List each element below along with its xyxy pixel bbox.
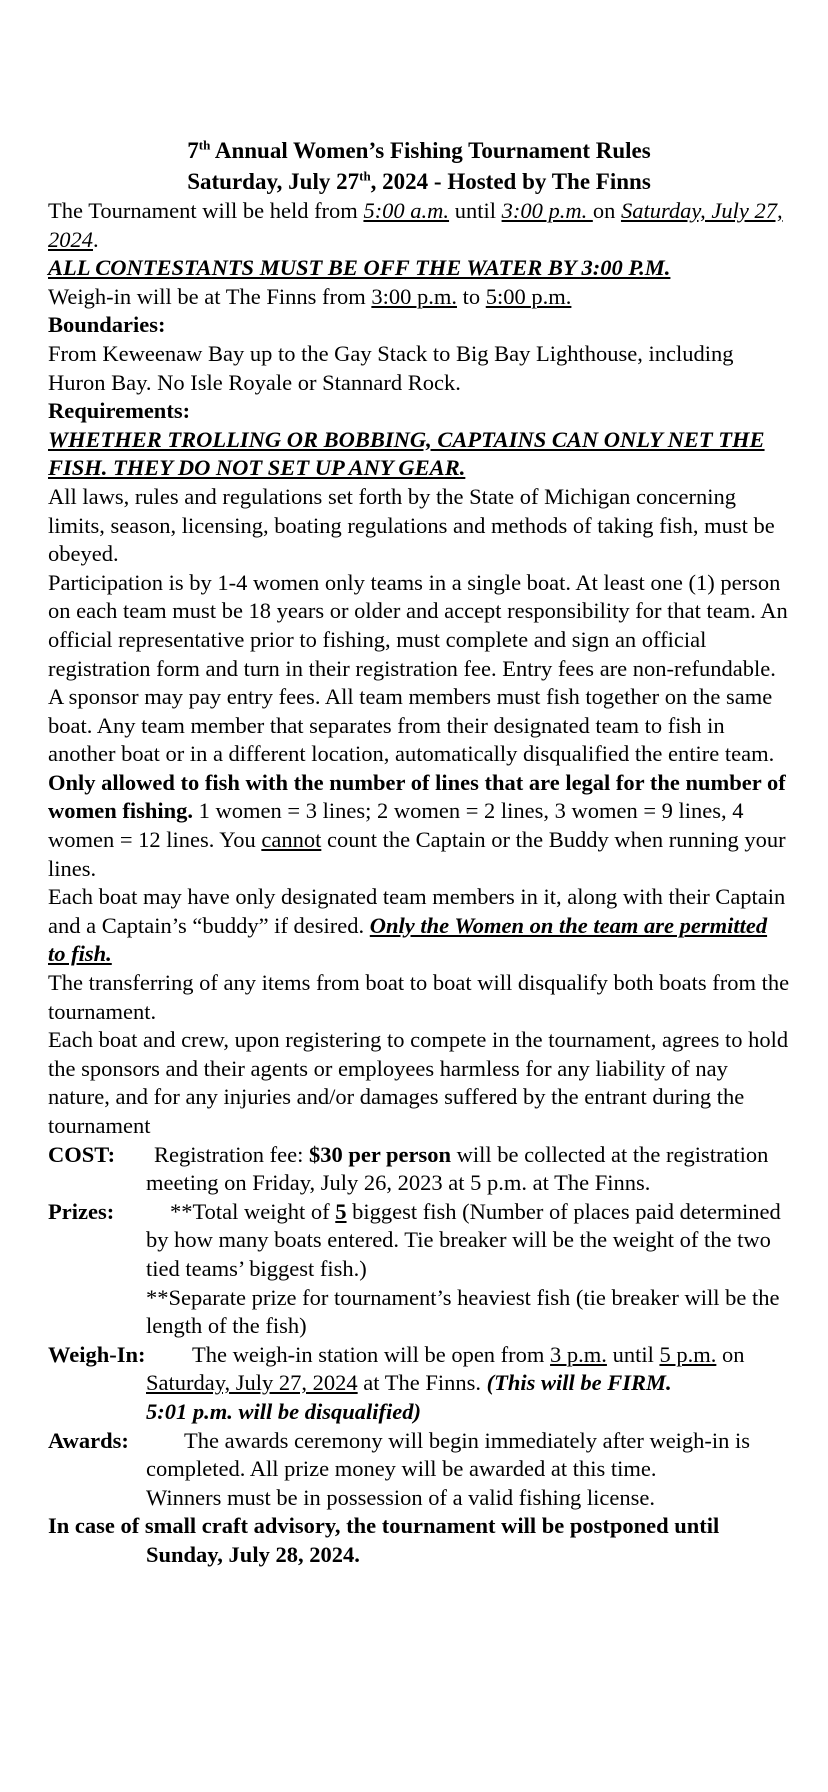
boundaries-heading: Boundaries: [48,312,166,338]
cost-label: COST: [48,1141,116,1167]
cost-section: COST: Registration fee: $30 per person will be collected at the registration meeting on Friday, July 26, 2023 at 5 p.m. at The Finns. [48,1141,769,1196]
awards-label: Awards: [48,1427,129,1453]
weigh-in-disqualified: 5:01 p.m. will be disqualified) [146,1398,421,1424]
title-line-1: 7th Annual Women’s Fishing Tournament Rules [187,137,651,163]
prizes-section: Prizes: **Total weight of 5 biggest fish (Number of places paid determined by how many boats entered. Tie breaker will be the weight of the two tied teams’ biggest fish.) [48,1198,781,1281]
title-line-2: Saturday, July 27th, 2024 - Hosted by The Finns [187,168,651,194]
advisory-line-1: In case of small craft advisory, the tournament will be postponed until [48,1513,720,1539]
awards-section: Awards: The awards ceremony will begin immediately after weigh-in is completed. All prize money will be awarded at this time. [48,1427,751,1482]
document-body [48,135,790,1570]
off-water-warning: ALL CONTESTANTS MUST BE OFF THE WATER BY 3:00 P.M. [48,255,671,281]
advisory-line-2: Sunday, July 28, 2024. [146,1541,360,1567]
weigh-in-label: Weigh-In: [48,1341,146,1367]
requirements-heading: Requirements: [48,398,191,424]
document-title [48,135,790,197]
awards-license: Winners must be in possession of a valid fishing license. [146,1484,656,1510]
weigh-in-line: Weigh-in will be at The Finns from 3:00 p.m. to 5:00 p.m. [48,283,572,309]
transfer-paragraph: The transferring of any items from boat to boat will disqualify both boats from the tournament. [48,970,790,1024]
prizes-label: Prizes: [48,1198,115,1224]
boundaries-text: From Keweenaw Bay up to the Gay Stack to Big Bay Lighthouse, including Huron Bay. No Isle Royale or Stannard Rock. [48,340,734,395]
prizes-separate: **Separate prize for tournament’s heaviest fish (tie breaker will be the length of the fish) [146,1284,780,1339]
laws-paragraph: All laws, rules and regulations set forth by the State of Michigan concerning limits, season, licensing, boating regulations and methods of taking fish, must be obeyed. [48,483,775,567]
participation-paragraph: Participation is by 1-4 women only teams in a single boat. At least one (1) person on each team must be 18 years or older and accept responsibility for that team. An official representative prior to fishing, must complete and sign an official registration form and turn in their registration fee. Entry fees are non-refundable. A sponsor may pay entry fees. All team members must fish together on the same boat. Any team member that separates from their designated team to fish in another boat or in a different location, automatically disqualified the entire team. [48,569,788,767]
liability-paragraph: Each boat and crew, upon registering to compete in the tournament, agrees to hold the sponsors and their agents or employees harmless for any liability of nay nature, and for any injuries and/or damages suffered by the entrant during the tournament [48,1027,789,1138]
lines-paragraph: Only allowed to fish with the number of lines that are legal for the number of women fishing. 1 women = 3 lines; 2 women = 2 lines, 3 women = 9 lines, 4 women = 12 lines. You cannot count the Captain or the Buddy when running your lines. [48,769,786,881]
schedule-line: The Tournament will be held from 5:00 a.m. until 3:00 p.m. on Saturday, July 27, 2024. [48,198,783,252]
boat-members-paragraph: Each boat may have only designated team members in it, along with their Captain and a Captain’s “buddy” if desired. Only the Women on the team are permitted to fish. [48,884,786,967]
captains-rule: WHETHER TROLLING OR BOBBING, CAPTAINS CAN ONLY NET THE FISH. THEY DO NOT SET UP ANY GEAR. [48,426,765,481]
weigh-in-section: Weigh-In: The weigh-in station will be open from 3 p.m. until 5 p.m. on Saturday, July 27, 2024 at The Finns. (This will be FIRM. [48,1341,745,1396]
